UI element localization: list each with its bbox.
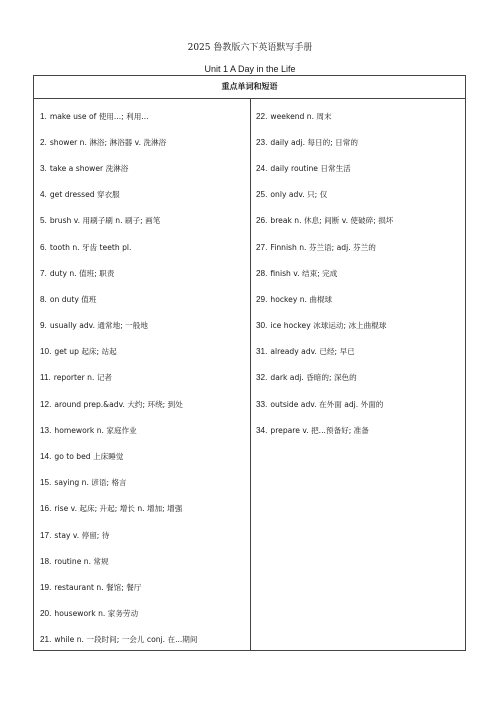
- vocab-item-text: prepare v. 把...预备好; 准备: [270, 425, 369, 435]
- unit-title: Unit 1 A Day in the Life: [204, 64, 296, 74]
- vocab-item-text: make use of 使用...; 利用...: [49, 111, 149, 121]
- vocab-item-number: 15.: [40, 478, 52, 488]
- vocab-item-number: 12.: [40, 399, 52, 409]
- vocab-item-number: 29.: [256, 294, 268, 304]
- vocab-item-text: saying n. 谚语; 格言: [54, 478, 127, 488]
- vocab-item: [256, 391, 462, 417]
- vocab-item-number: 24.: [256, 163, 268, 173]
- vocab-item: [40, 234, 246, 260]
- vocab-item: [40, 627, 246, 653]
- vocab-item-number: 2.: [40, 137, 47, 147]
- vocab-item-text: ice hockey 冰球运动; 冰上曲棍球: [270, 321, 387, 331]
- vocab-item-number: 21.: [40, 635, 52, 645]
- vocab-item-text: get up 起床; 站起: [54, 347, 117, 357]
- vocab-item: [40, 260, 246, 286]
- vocab-item: [40, 443, 246, 469]
- vocab-item-text: dark adj. 昏暗的; 深色的: [270, 373, 357, 383]
- vocab-item-number: 27.: [256, 242, 268, 252]
- vocab-item-number: 20.: [40, 609, 52, 619]
- vocab-item-number: 17.: [40, 530, 52, 540]
- vocab-item: [256, 103, 462, 129]
- vocab-item-text: rise v. 起床; 升起; 增长 n. 增加; 增强: [54, 504, 183, 514]
- vocab-item-number: 1.: [40, 111, 47, 121]
- vocab-item-number: 23.: [256, 137, 268, 147]
- vocab-item-number: 9.: [40, 321, 47, 331]
- vocab-item-text: stay v. 停留; 待: [54, 530, 110, 540]
- vocab-item: [40, 208, 246, 234]
- vocab-item: [40, 574, 246, 600]
- vocab-item-text: tooth n. 牙齿 teeth pl.: [49, 242, 132, 252]
- vocab-item-text: on duty 值班: [49, 294, 97, 304]
- vocab-item: [256, 339, 462, 365]
- vocab-item-number: 34.: [256, 425, 268, 435]
- vocab-item-text: Finnish n. 芬兰语; adj. 芬兰的: [270, 242, 376, 252]
- vocab-item-number: 13.: [40, 425, 52, 435]
- vocab-item-text: only adv. 只; 仅: [270, 190, 328, 200]
- document-title: 2025 鲁教版六下英语默写手册: [187, 43, 313, 53]
- vocab-item: [40, 391, 246, 417]
- vocab-item-number: 4.: [40, 190, 47, 200]
- vocab-item: [40, 470, 246, 496]
- vocab-item-text: while n. 一段时间; 一会儿 conj. 在...期间: [54, 635, 198, 645]
- vocab-item: [256, 286, 462, 312]
- vocab-item-text: around prep.&adv. 大约; 环绕; 到处: [54, 399, 183, 409]
- vocab-item: [40, 182, 246, 208]
- vocab-item-text: weekend n. 周末: [270, 111, 332, 121]
- vocab-item-text: outside adv. 在外面 adj. 外面的: [270, 399, 384, 409]
- vocab-item: [40, 313, 246, 339]
- vocab-item: [256, 234, 462, 260]
- vocab-item-text: daily routine 日常生活: [270, 163, 351, 173]
- vocab-item: [256, 182, 462, 208]
- vocab-item: [40, 129, 246, 155]
- vocab-item-text: duty n. 值班; 职责: [49, 268, 115, 278]
- vocab-item-number: 5.: [40, 216, 47, 226]
- vocab-item-number: 33.: [256, 399, 268, 409]
- vocab-item-number: 22.: [256, 111, 268, 121]
- vocab-item: [256, 208, 462, 234]
- vocab-item: [256, 155, 462, 181]
- vocab-item-number: 14.: [40, 452, 52, 462]
- vocab-item-number: 32.: [256, 373, 268, 383]
- vocab-item-text: get dressed 穿衣服: [49, 190, 120, 200]
- vocab-item: [40, 417, 246, 443]
- vocab-item: [40, 103, 246, 129]
- vocab-item-text: daily adj. 每日的; 日常的: [270, 137, 358, 147]
- vocab-item: [40, 339, 246, 365]
- left-column: [40, 103, 246, 653]
- vocab-item-number: 26.: [256, 216, 268, 226]
- vocabulary-table: [33, 75, 466, 651]
- vocab-item-text: restaurant n. 餐馆; 餐厅: [54, 582, 142, 592]
- vocab-item-text: finish v. 结束; 完成: [270, 268, 338, 278]
- vocab-item-text: shower n. 淋浴; 淋浴器 v. 洗淋浴: [49, 137, 167, 147]
- vocab-item-number: 18.: [40, 556, 52, 566]
- vocab-item-text: reporter n. 记者: [53, 373, 113, 383]
- vocab-item-text: already adv. 已经; 早已: [270, 347, 355, 357]
- vocab-item: [40, 601, 246, 627]
- vocab-item-number: 19.: [40, 582, 52, 592]
- vocab-item-number: 25.: [256, 190, 268, 200]
- vocab-item: [40, 155, 246, 181]
- vocab-item-number: 8.: [40, 294, 47, 304]
- column-divider: [250, 99, 251, 650]
- table-header: 重点单词和短语: [34, 76, 465, 99]
- vocab-item-number: 3.: [40, 163, 47, 173]
- vocab-item: [40, 496, 246, 522]
- vocab-item: [40, 522, 246, 548]
- vocab-item-text: usually adv. 通常地; 一般地: [49, 321, 148, 331]
- vocab-item-number: 31.: [256, 347, 268, 357]
- vocab-item-number: 16.: [40, 504, 52, 514]
- vocab-item: [256, 260, 462, 286]
- vocab-item: [256, 365, 462, 391]
- vocab-item-text: routine n. 常规: [54, 556, 109, 566]
- vocab-item: [256, 129, 462, 155]
- vocab-item-number: 28.: [256, 268, 268, 278]
- vocab-item-text: take a shower 洗淋浴: [49, 163, 129, 173]
- vocab-item: [256, 417, 462, 443]
- vocab-item: [256, 313, 462, 339]
- vocab-item-text: brush v. 用刷子刷 n. 刷子; 画笔: [49, 216, 161, 226]
- vocab-item: [40, 286, 246, 312]
- vocab-item-number: 30.: [256, 321, 268, 331]
- vocab-item-number: 7.: [40, 268, 47, 278]
- vocab-item-text: hockey n. 曲棍球: [270, 294, 333, 304]
- vocab-item-number: 11.: [40, 373, 51, 383]
- vocab-item-text: housework n. 家务劳动: [54, 609, 139, 619]
- vocab-item-text: break n. 休息; 间断 v. 使破碎; 损坏: [270, 216, 394, 226]
- vocab-item: [40, 365, 246, 391]
- vocab-item-number: 10.: [40, 347, 52, 357]
- vocab-item: [40, 548, 246, 574]
- vocab-item-text: go to bed 上床睡觉: [54, 452, 124, 462]
- vocab-item-text: homework n. 家庭作业: [54, 425, 137, 435]
- vocab-item-number: 6.: [40, 242, 47, 252]
- right-column: [256, 103, 462, 443]
